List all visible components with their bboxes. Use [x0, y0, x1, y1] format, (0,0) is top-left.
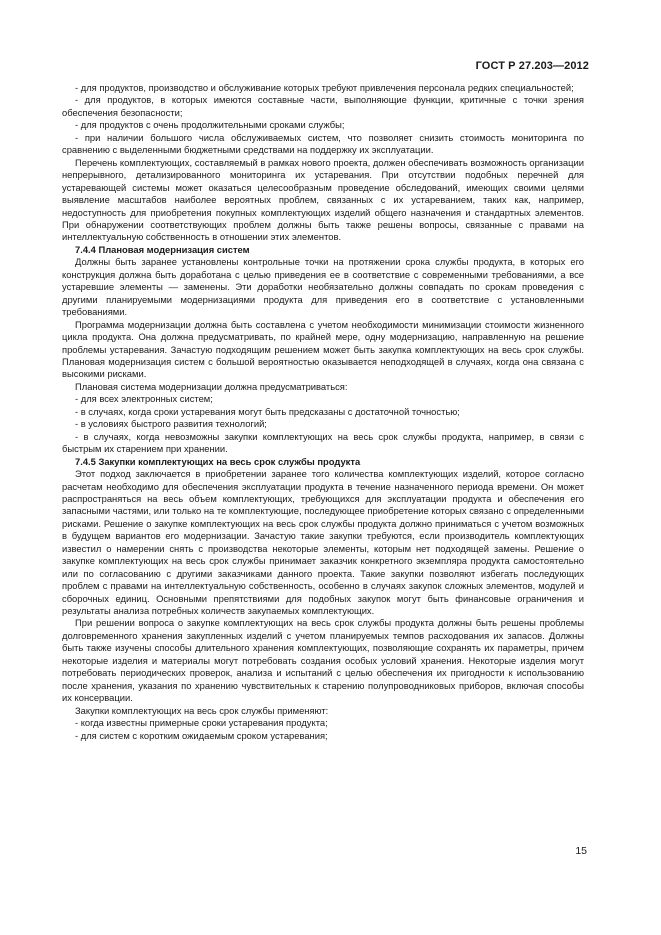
page-number: 15	[575, 845, 587, 857]
paragraph: - когда известны примерные сроки устаревания продукта;	[75, 717, 328, 729]
paragraph: Программа модернизации должна быть составлена с учетом необходимости минимизации стоимости жизненного цикла продукта. Она должна предусматривать, по крайней мере, одну модернизацию, направленную на решение проблемы устаревания. Зачастую подходящим решением может быть закупка комплектующих на весь срок службы. Плановая модернизация систем с большой вероятностью оказывается неподходящей в случаях, когда она связана с высокими рисками.	[62, 318, 584, 380]
paragraph: Должны быть заранее установлены контрольные точки на протяжении срока службы продукта, в которых его конструкция должна быть доработана с целью приведения ее в соответствие с современными требованиями, а все устаревшие элементы — заменены. Эти доработки необязательно должны совпадать по срокам проведения с другими планируемыми модернизациями продукта для приведения его в соответствие с установленными требованиями.	[62, 256, 584, 318]
paragraph: - для продуктов с очень продолжительными сроками службы;	[75, 119, 345, 131]
paragraph: Перечень комплектующих, составляемый в рамках нового проекта, должен обеспечивать возможность организации непрерывного, детализированного мониторинга их устаревания. При отсутствии подобных перечней для устаревающей системы может оказаться целесообразным проведение обследований, имеющих своими целями выявление масштабов наиболее вероятных проблем, связанных с их устареванием, таких как, например, недоступность для приобретения покупных комплектующих изделий общего назначения и стандартных элементов. При обнаружении соответствующих проблем должны быть также решены вопросы, связанные с правами на интеллектуальную собственность в отношении этих элементов.	[62, 156, 584, 243]
paragraph: - для всех электронных систем;	[75, 393, 213, 405]
paragraph: - в случаях, когда сроки устаревания могут быть предсказаны с достаточной точностью;	[75, 405, 460, 417]
paragraph: При решении вопроса о закупке комплектующих на весь срок службы продукта должны быть решены проблемы долговременного хранения закупленных изделий с учетом планируемых темпов расходования их запасов. Должны быть также изучены способы длительного хранения комплектующих, позволяющие сохранять их параметры, причем некоторые изделия и материалы могут потребовать создания особых условий хранения. Некоторые изделия могут потребовать периодических проверок, анализа и испытаний с целью обеспечения их пригодности к использованию после хранения, указания по хранению чувствительных к старению полупроводниковых приборов, включая способы их консервации.	[62, 617, 584, 704]
paragraph: - в случаях, когда невозможны закупки комплектующих на весь срок службы продукта, например, в связи с быстрым их старением при хранении.	[62, 430, 584, 455]
section-heading: 7.4.5 Закупки комплектующих на весь срок службы продукта	[75, 455, 361, 467]
paragraph: Этот подход заключается в приобретении заранее того количества комплектующих изделий, которое согласно расчетам необходимо для обеспечения эксплуатации продукта в течение назначенного периода времени. Он может распространяться на весь объем комплектующих, требующихся для эксплуатации продукта и обеспечения его запасными частями, или только на те комплектующие, последующее приобретение которых связано с определенными рисками. Решение о закупке комплектующих на весь срок службы продукта должно приниматься с учетом возможных в будущем вариантов его модернизации. Зачастую такие закупки требуются, если производитель комплектующих известил о намерении снять с производства некоторые элементы, которым нет подходящей замены. Решение о закупке комплектующих на весь срок службы принимает заказчик конкретного экземпляра продукта самостоятельно или по согласованию с другими заказчиками данного проекта. Такие закупки позволяют избегать последующих проблем с правами на интеллектуальную собственность, особенно в случаях закупок сложных элементов, модулей и сборочных единиц. Основными препятствиями для подобных закупок могут быть финансовые ограничения и результаты анализа потребных количеств закупаемых комплектующих.	[62, 468, 584, 617]
paragraph: - при наличии большого числа обслуживаемых систем, что позволяет снизить стоимость мониторинга по сравнению с выделенными бюджетными средствами на поддержку их эксплуатации.	[62, 131, 584, 156]
paragraph: Закупки комплектующих на весь срок службы применяют:	[75, 704, 329, 716]
document-body	[62, 82, 584, 742]
paragraph: - для продуктов, производство и обслуживание которых требуют привлечения персонала редких специальностей;	[75, 82, 574, 93]
section-heading: 7.4.4 Плановая модернизация систем	[75, 243, 250, 255]
paragraph: - в условиях быстрого развития технологий;	[75, 418, 267, 430]
paragraph: - для продуктов, в которых имеются составные части, выполняющие функции, критичные с точки зрения обеспечения безопасности;	[62, 94, 584, 118]
paragraph: Плановая система модернизации должна предусматриваться:	[75, 380, 348, 392]
paragraph: - для систем с коротким ожидаемым сроком устаревания;	[75, 729, 328, 741]
document-standard-id: ГОСТ Р 27.203—2012	[475, 60, 589, 72]
